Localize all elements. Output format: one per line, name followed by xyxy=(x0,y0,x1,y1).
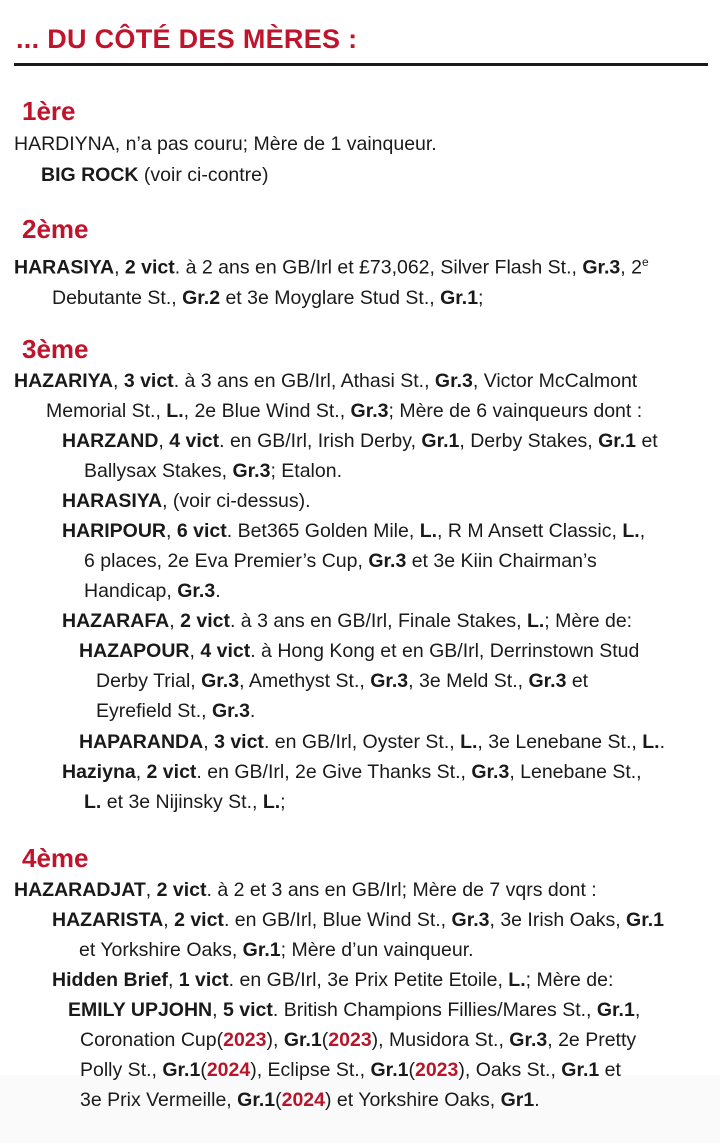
year-highlight: 2023 xyxy=(414,1059,459,1081)
horse-name: HARIPOUR xyxy=(62,520,167,542)
title-underline xyxy=(14,63,708,66)
year-highlight: 2023 xyxy=(223,1029,267,1051)
horse-name: HAZARISTA xyxy=(52,909,164,931)
entry-hardiyna xyxy=(14,129,437,159)
generation-heading-4: 4ème xyxy=(22,843,89,873)
horse-name: HAZARIYA xyxy=(14,370,113,392)
entry-emily-upjohn: EMILY UPJOHN, 5 vict. British Champions Fillies/Mares St., Gr.1, Coronation Cup(2023), Gr.1(2023), Musidora St., Gr.3, 2e Pretty Polly St., Gr.1(2024), Eclipse St., Gr.1(2023), Oaks St., Gr.1 et 3e Prix Vermeille, Gr.1(2024) et Yorkshire Oaks, Gr1. xyxy=(68,999,641,1111)
entry-harzand: HARZAND, 4 vict. en GB/Irl, Irish Derby, Gr.1, Derby Stakes, Gr.1 et Ballysax Stakes, Gr.3; Etalon. xyxy=(62,430,658,482)
entry-haparanda: HAPARANDA, 3 vict. en GB/Irl, Oyster St., L., 3e Lenebane St., L.. xyxy=(79,731,665,753)
entry-hazapour: HAZAPOUR, 4 vict. à Hong Kong et en GB/Irl, Derrinstown Stud Derby Trial, Gr.3, Amethyst St., Gr.3, 3e Meld St., Gr.3 et Eyrefield St., Gr.3. xyxy=(79,640,640,722)
generation-heading-2: 2ème xyxy=(22,214,89,244)
entry-line: HARDIYNA, n’a pas couru; Mère de 1 vainqueur. xyxy=(14,133,437,155)
entry-haziyna: Haziyna, 2 vict. en GB/Irl, 2e Give Thanks St., Gr.3, Lenebane St., L. et 3e Nijinsky St., L.; xyxy=(62,761,642,813)
entry-hazariya: HAZARIYA, 3 vict. à 3 ans en GB/Irl, Athasi St., Gr.3, Victor McCalmont Memorial St., L., 2e Blue Wind St., Gr.3; Mère de 6 vainqueurs dont : xyxy=(14,370,643,422)
entry-harasiya-ref: HARASIYA, (voir ci-dessus). xyxy=(62,490,311,512)
horse-name: HAZARADJAT xyxy=(14,879,146,901)
generation-heading-3: 3ème xyxy=(22,334,89,364)
horse-name: HAPARANDA xyxy=(79,731,204,753)
entry-hazaradjat: HAZARADJAT, 2 vict. à 2 et 3 ans en GB/Irl; Mère de 7 vqrs dont : xyxy=(14,879,597,901)
entry-hazarista: HAZARISTA, 2 vict. en GB/Irl, Blue Wind St., Gr.3, 3e Irish Oaks, Gr.1 et Yorkshire Oaks, Gr.1; Mère d’un vainqueur. xyxy=(52,909,664,961)
entry-harasiya: HARASIYA, 2 vict. à 2 ans en GB/Irl et £73,062, Silver Flash St., Gr.3, 2e Debutante St., Gr.2 et 3e Moyglare Stud St., Gr.1; xyxy=(14,255,649,309)
horse-name: Hidden Brief xyxy=(52,969,168,991)
horse-name: Haziyna xyxy=(62,761,136,783)
entry-hazarafa: HAZARAFA, 2 vict. à 3 ans en GB/Irl, Finale Stakes, L.; Mère de: xyxy=(62,610,633,632)
year-highlight: 2024 xyxy=(206,1059,251,1081)
horse-name: HARASIYA xyxy=(62,490,163,512)
entry-haripour: HARIPOUR, 6 vict. Bet365 Golden Mile, L., R M Ansett Classic, L., 6 places, 2e Eva Premier’s Cup, Gr.3 et 3e Kiin Chairman’s Handicap, Gr.3. xyxy=(62,520,646,602)
year-highlight: 2024 xyxy=(281,1089,325,1111)
horse-name: BIG ROCK xyxy=(41,164,139,186)
entry-hidden-brief: Hidden Brief, 1 vict. en GB/Irl, 3e Prix Petite Etoile, L.; Mère de: xyxy=(52,969,614,991)
year-highlight: 2023 xyxy=(328,1029,372,1051)
horse-name: EMILY UPJOHN xyxy=(68,999,213,1021)
section-title: ... DU CÔTÉ DES MÈRES : xyxy=(16,24,358,54)
horse-name: HARASIYA xyxy=(14,256,115,279)
horse-name: HAZAPOUR xyxy=(79,640,190,662)
generation-heading-1: 1ère xyxy=(22,96,76,126)
entry-big-rock: BIG ROCK (voir ci-contre) xyxy=(41,164,269,186)
horse-name: HAZARAFA xyxy=(62,610,170,632)
horse-name: HARZAND xyxy=(62,430,159,452)
